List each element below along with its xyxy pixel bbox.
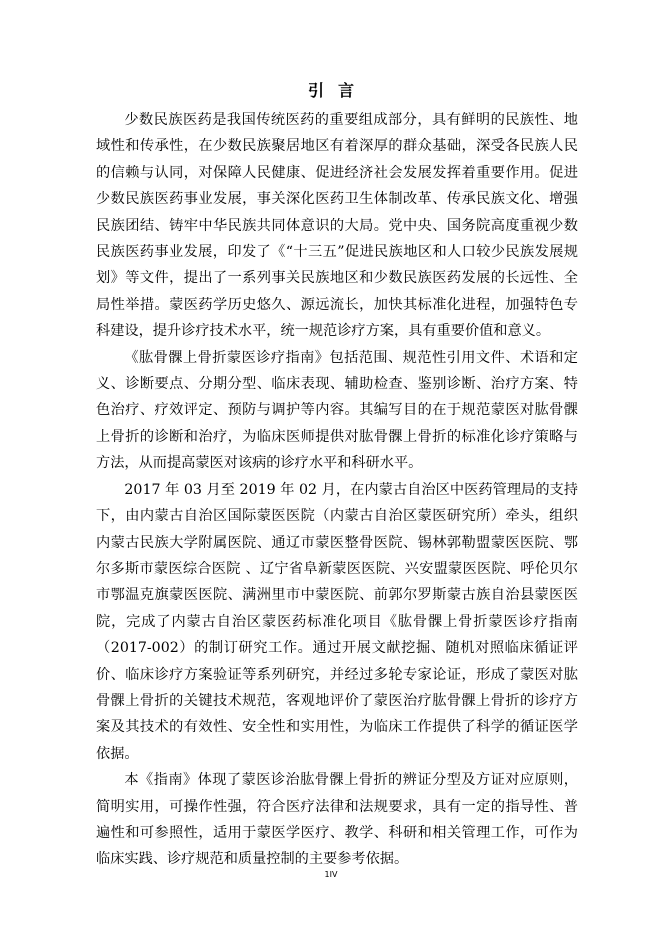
paragraph: 少数民族医药是我国传统医药的重要组成部分，具有鲜明的民族性、地域性和传承性，在少数民族聚居地区有着深厚的群众基础，深受各民族人民的信赖与认同，对保障人民健康、促进经济社会发展发挥着重要作用。促进少数民族医药事业发展，事关深化医药卫生体制改革、传承民族文化、增强民族团结、铸牢中华民族共同体意识的大局。党中央、国务院高度重视少数民族医药事业发展，印发了《“十三五”促进民族地区和人口较少民族发展规划》等文件，提出了一系列事关民族地区和少数民族医药发展的长远性、全局性举措。蒙医药学历史悠久、源远流长，加快其标准化进程，加强特色专科建设，提升诊疗技术水平，统一规范诊疗方案，具有重要价值和意义。	[96, 112, 578, 340]
title-char: 引	[307, 81, 324, 100]
body-text	[96, 107, 578, 873]
paragraph: 2017 年 03 月至 2019 年 02 月，在内蒙古自治区中医药管理局的支持下，由内蒙古自治区国际蒙医医院（内蒙古自治区蒙医研究所）牵头，组织内蒙古民族大学附属医院、通辽市蒙医整骨医院、锡林郭勒盟蒙医医院、鄂尔多斯市蒙医综合医院 、辽宁省阜新蒙医医院、兴安盟蒙医医院、呼伦贝尔市鄂温克旗蒙医医院、满洲里市中蒙医院、前郭尔罗斯蒙古族自治县蒙医医院，完成了内蒙古自治区蒙医药标准化项目《肱骨髁上骨折蒙医诊疗指南（2017-002）的制订研究工作。通过开展文献挖掘、随机对照临床循证评价、临床诊疗方案验证等系列研究，并经过多轮专家论证，形成了蒙医对肱骨髁上骨折的关键技术规范，客观地评价了蒙医治疗肱骨髁上骨折的诊疗方案及其技术的有效性、安全性和实用性，为临床工作提供了科学的循证医学依据。	[96, 481, 578, 762]
paragraph: 《肱骨髁上骨折蒙医诊疗指南》包括范围、规范性引用文件、术语和定义、诊断要点、分期分型、临床表现、辅助检查、鉴别诊断、治疗方案、特色治疗、疗效评定、预防与调护等内容。其编写目的在于规范蒙医对肱骨髁上骨折的诊断和治疗，为临床医师提供对肱骨髁上骨折的标准化诊疗策略与方法，从而提高蒙医对该病的诊疗水平和科研水平。	[96, 349, 578, 472]
paragraph: 本《指南》体现了蒙医诊治肱骨髁上骨折的辨证分型及方证对应原则，简明实用，可操作性强，符合医疗法律和法规要求，具有一定的指导性、普遍性和可参照性，适用于蒙医学医疗、教学、科研和相关管理工作，可作为临床实践、诊疗规范和质量控制的主要参考依据。	[96, 772, 578, 868]
page-title	[0, 78, 662, 101]
title-char: 言	[338, 81, 355, 100]
page-number: 1IV	[324, 870, 338, 879]
